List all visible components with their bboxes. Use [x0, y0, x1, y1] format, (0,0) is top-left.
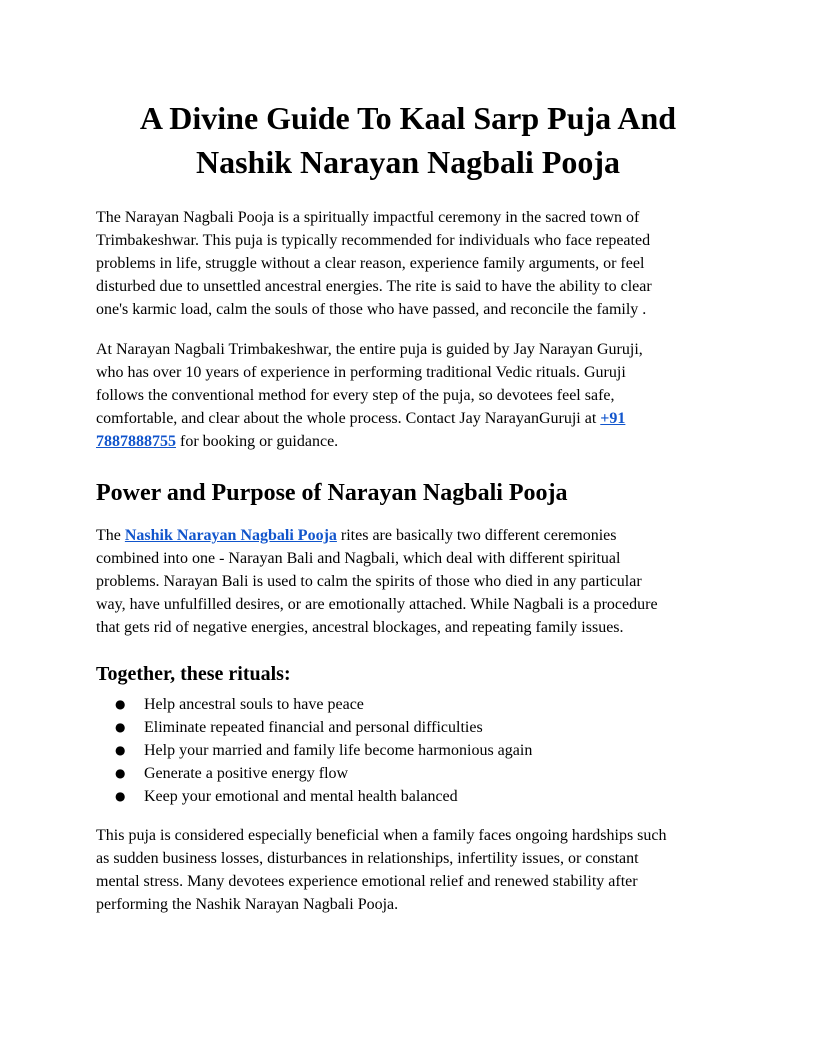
title-line-1: A Divine Guide To Kaal Sarp Puja And [139, 100, 677, 136]
sub-heading: Together, these rituals: [96, 663, 291, 685]
list-item-text: Generate a positive energy flow [144, 765, 349, 782]
purpose-paragraph [96, 524, 720, 639]
title-line-2: Nashik Narayan Nagbali Pooja [195, 144, 621, 180]
list-item [96, 693, 532, 716]
bullet-icon: ● [115, 789, 126, 803]
phone-link-part-1[interactable]: +91 [600, 410, 626, 427]
purpose-line: way, have unfulfilled desires, or are emotionally attached. While Nagbali is a procedure [96, 596, 658, 613]
list-item-text: Eliminate repeated financial and personal difficulties [144, 719, 483, 736]
guruji-line [96, 407, 720, 430]
purpose-line: that gets rid of negative energies, ancestral blockages, and repeating family issues. [96, 619, 624, 636]
list-item-text: Keep your emotional and mental health balanced [144, 788, 458, 805]
bullet-icon: ● [115, 720, 126, 734]
guruji-booking-text: for booking or guidance. [176, 433, 339, 450]
guruji-line: follows the conventional method for every step of the puja, so devotees feel safe, [96, 387, 615, 404]
closing-paragraph [96, 824, 720, 916]
intro-line: disturbed due to unsettled ancestral energies. The rite is said to have the ability to clear [96, 278, 652, 295]
bullet-icon: ● [115, 766, 126, 780]
closing-line: This puja is considered especially beneficial when a family faces ongoing hardships such [96, 827, 667, 844]
purpose-line [96, 524, 720, 547]
purpose-line: problems. Narayan Bali is used to calm the spirits of those who died in any particular [96, 573, 642, 590]
closing-line: mental stress. Many devotees experience emotional relief and renewed stability after [96, 873, 638, 890]
list-item [96, 739, 532, 762]
intro-line: one's karmic load, calm the souls of those who have passed, and reconcile the family . [96, 301, 647, 318]
purpose-line: combined into one - Narayan Bali and Nagbali, which deal with different spiritual [96, 550, 621, 567]
guruji-paragraph [96, 338, 720, 453]
intro-line: Trimbakeshwar. This puja is typically recommended for individuals who face repeated [96, 232, 651, 249]
list-item [96, 716, 532, 739]
intro-paragraph [96, 206, 720, 321]
guruji-contact-text: comfortable, and clear about the whole process. Contact Jay NarayanGuruji at [96, 410, 601, 427]
purpose-prefix: The [96, 527, 125, 544]
benefits-list [96, 693, 532, 808]
page-title [96, 96, 720, 184]
closing-line: as sudden business losses, disturbances in relationships, infertility issues, or constant [96, 850, 639, 867]
purpose-line-rest: rites are basically two different ceremonies [336, 527, 617, 544]
section-heading: Power and Purpose of Narayan Nagbali Pooja [96, 480, 568, 506]
bullet-icon: ● [115, 697, 126, 711]
list-item [96, 762, 532, 785]
nashik-narayan-nagbali-link[interactable]: Nashik Narayan Nagbali Pooja [124, 527, 337, 544]
guruji-line: At Narayan Nagbali Trimbakeshwar, the entire puja is guided by Jay Narayan Guruji, [96, 341, 643, 358]
intro-line: problems in life, struggle without a clear reason, experience family arguments, or feel [96, 255, 645, 272]
list-item-text: Help your married and family life become harmonious again [144, 742, 533, 759]
bullet-icon: ● [115, 743, 126, 757]
list-item [96, 785, 532, 808]
list-item-text: Help ancestral souls to have peace [144, 696, 364, 713]
guruji-line [96, 430, 720, 453]
guruji-line: who has over 10 years of experience in performing traditional Vedic rituals. Guruji [96, 364, 626, 381]
closing-line: performing the Nashik Narayan Nagbali Pooja. [96, 896, 399, 913]
intro-line: The Narayan Nagbali Pooja is a spiritually impactful ceremony in the sacred town of [96, 209, 640, 226]
phone-link-part-2[interactable]: 7887888755 [96, 433, 176, 450]
